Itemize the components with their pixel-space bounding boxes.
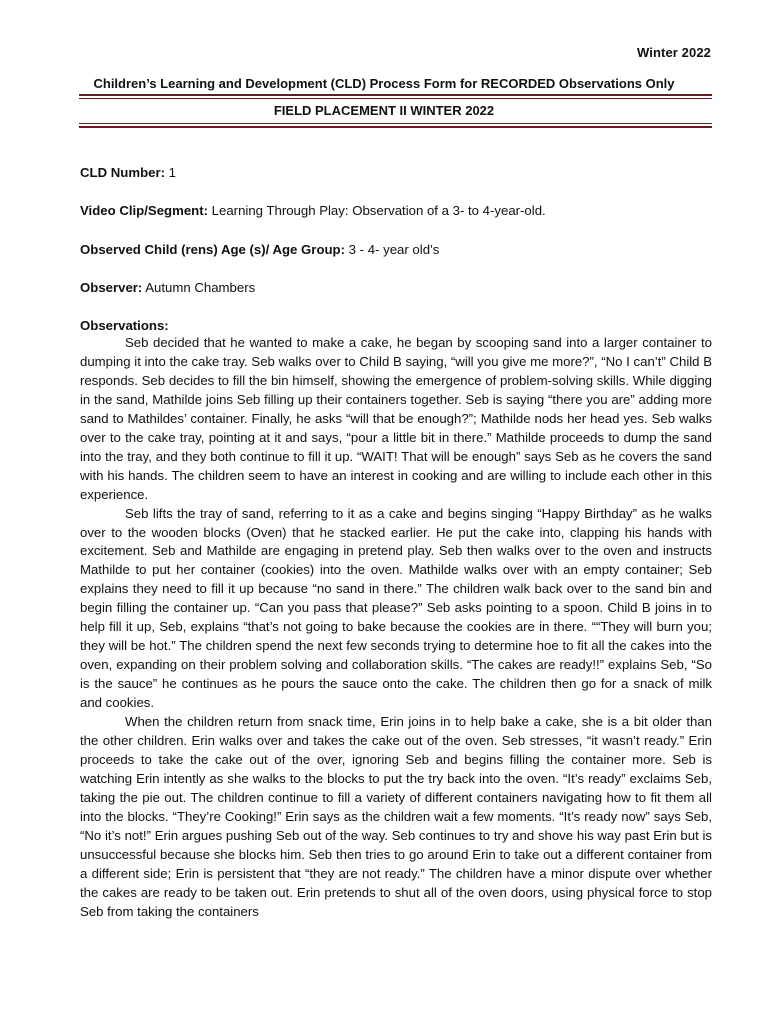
video-clip-label: Video Clip/Segment: — [80, 203, 208, 218]
video-clip-value: Learning Through Play: Observation of a 3- to 4-year-old. — [211, 203, 546, 218]
age-group-value: 3 - 4- year old’s — [348, 242, 440, 257]
title-divider-thin — [79, 98, 712, 99]
form-title: Children’s Learning and Development (CLD) Process Form for RECORDED Observations Only — [93, 76, 675, 91]
age-group-label: Observed Child (rens) Age (s)/ Age Group: — [80, 242, 345, 257]
observations-body — [80, 334, 712, 922]
subtitle-divider-thin — [79, 123, 712, 124]
title-divider-thick — [79, 94, 712, 96]
observer-label: Observer: — [80, 280, 143, 295]
observation-paragraph: When the children return from snack time, Erin joins in to help bake a cake, she is a bit older than the other children. Erin walks over and takes the cake out of the oven. Seb stresses, “it wasn’t ready.” Erin proceeds to take the cake out of the over, ignoring Seb and begins filling the container more. Seb is watching Erin intently as she walks to the blocks to put the try back into the oven. “It’s ready” exclaims Seb, taking the pie out. The children continue to fill a variety of different containers navigating how to fit them all into the blocks. “They’re Cooking!” Erin says as the children wait a few moments. “It’s ready now” says Seb, “No it’s not!” Erin argues pushing Seb out of the way. Seb continues to try and shove his way past Erin but is unsuccessful because she blocks him. Seb then tries to go around Erin to take out a different container from a different side; Erin is persistent that “they are not ready.” The children have a minor dispute over whether the cakes are ready to be taken out. Erin pretends to shut all of the oven doors, using physical force to stop Seb from taking the containers — [80, 714, 712, 919]
term-header: Winter 2022 — [637, 45, 711, 60]
observer-value: Autumn Chambers — [145, 280, 256, 295]
observation-paragraph: Seb decided that he wanted to make a cake, he began by scooping sand into a larger container to dumping it into the cake tray. Seb walks over to Child B saying, “will you give me more?”, “No I can’t” Child B responds. Seb decides to fill the bin himself, showing the emergence of problem-solving skills. While digging in the sand, Mathilde joins Seb filling up their containers together. Seb is saying “there you are” adding more sand to Mathildes’ container. Finally, he asks “will that be enough?”; Mathilde nods her head yes. Seb walks over to the cake tray, pointing at it and says, “pour a little bit in there.” Mathilde proceeds to dump the sand into the tray, and they both continue to fill it up. “WAIT! That will be enough” says Seb as he covers the sand with his hands. The children seem to have an interest in cooking and are willing to include each other in this experience. — [80, 335, 712, 502]
observations-heading — [80, 317, 169, 335]
form-subtitle: FIELD PLACEMENT II WINTER 2022 — [273, 103, 495, 118]
cld-number-field — [80, 164, 176, 182]
cld-number-label: CLD Number: — [80, 165, 165, 180]
age-group-field — [80, 241, 439, 259]
observations-label: Observations: — [80, 318, 169, 333]
observer-field — [80, 279, 255, 297]
observation-paragraph: Seb lifts the tray of sand, referring to it as a cake and begins singing “Happy Birthday” as he walks over to the wooden blocks (Oven) that he stacked earlier. He put the cake into, clapping his hands with excitement. Seb and Mathilde are engaging in pretend play. Seb then walks over to the oven and instructs Mathilde to put her container (cookies) into the oven. Mathilde walks over with an empty container; Seb explains they need to fill it up because “no sand in there.” The children walk back over to the sand bin and begin filling the container up. “Can you pass that please?” Seb asks pointing to a spoon. Child B joins in to help fill it up, Seb, explains “that’s not going to bake because the cookies are in there. ““They will burn you; they will be hot.” The children spend the next few seconds trying to determine hoe to fit all the cakes into the oven, expanding on their problem solving and collaboration skills. “The cakes are ready!!” explains Seb, “So is the sauce” he continues as he pours the sauce onto the cake. The children then go for a snack of milk and cookies. — [80, 505, 712, 711]
cld-number-value: 1 — [168, 165, 177, 180]
video-clip-field — [80, 202, 546, 220]
subtitle-divider-thick — [79, 126, 712, 128]
